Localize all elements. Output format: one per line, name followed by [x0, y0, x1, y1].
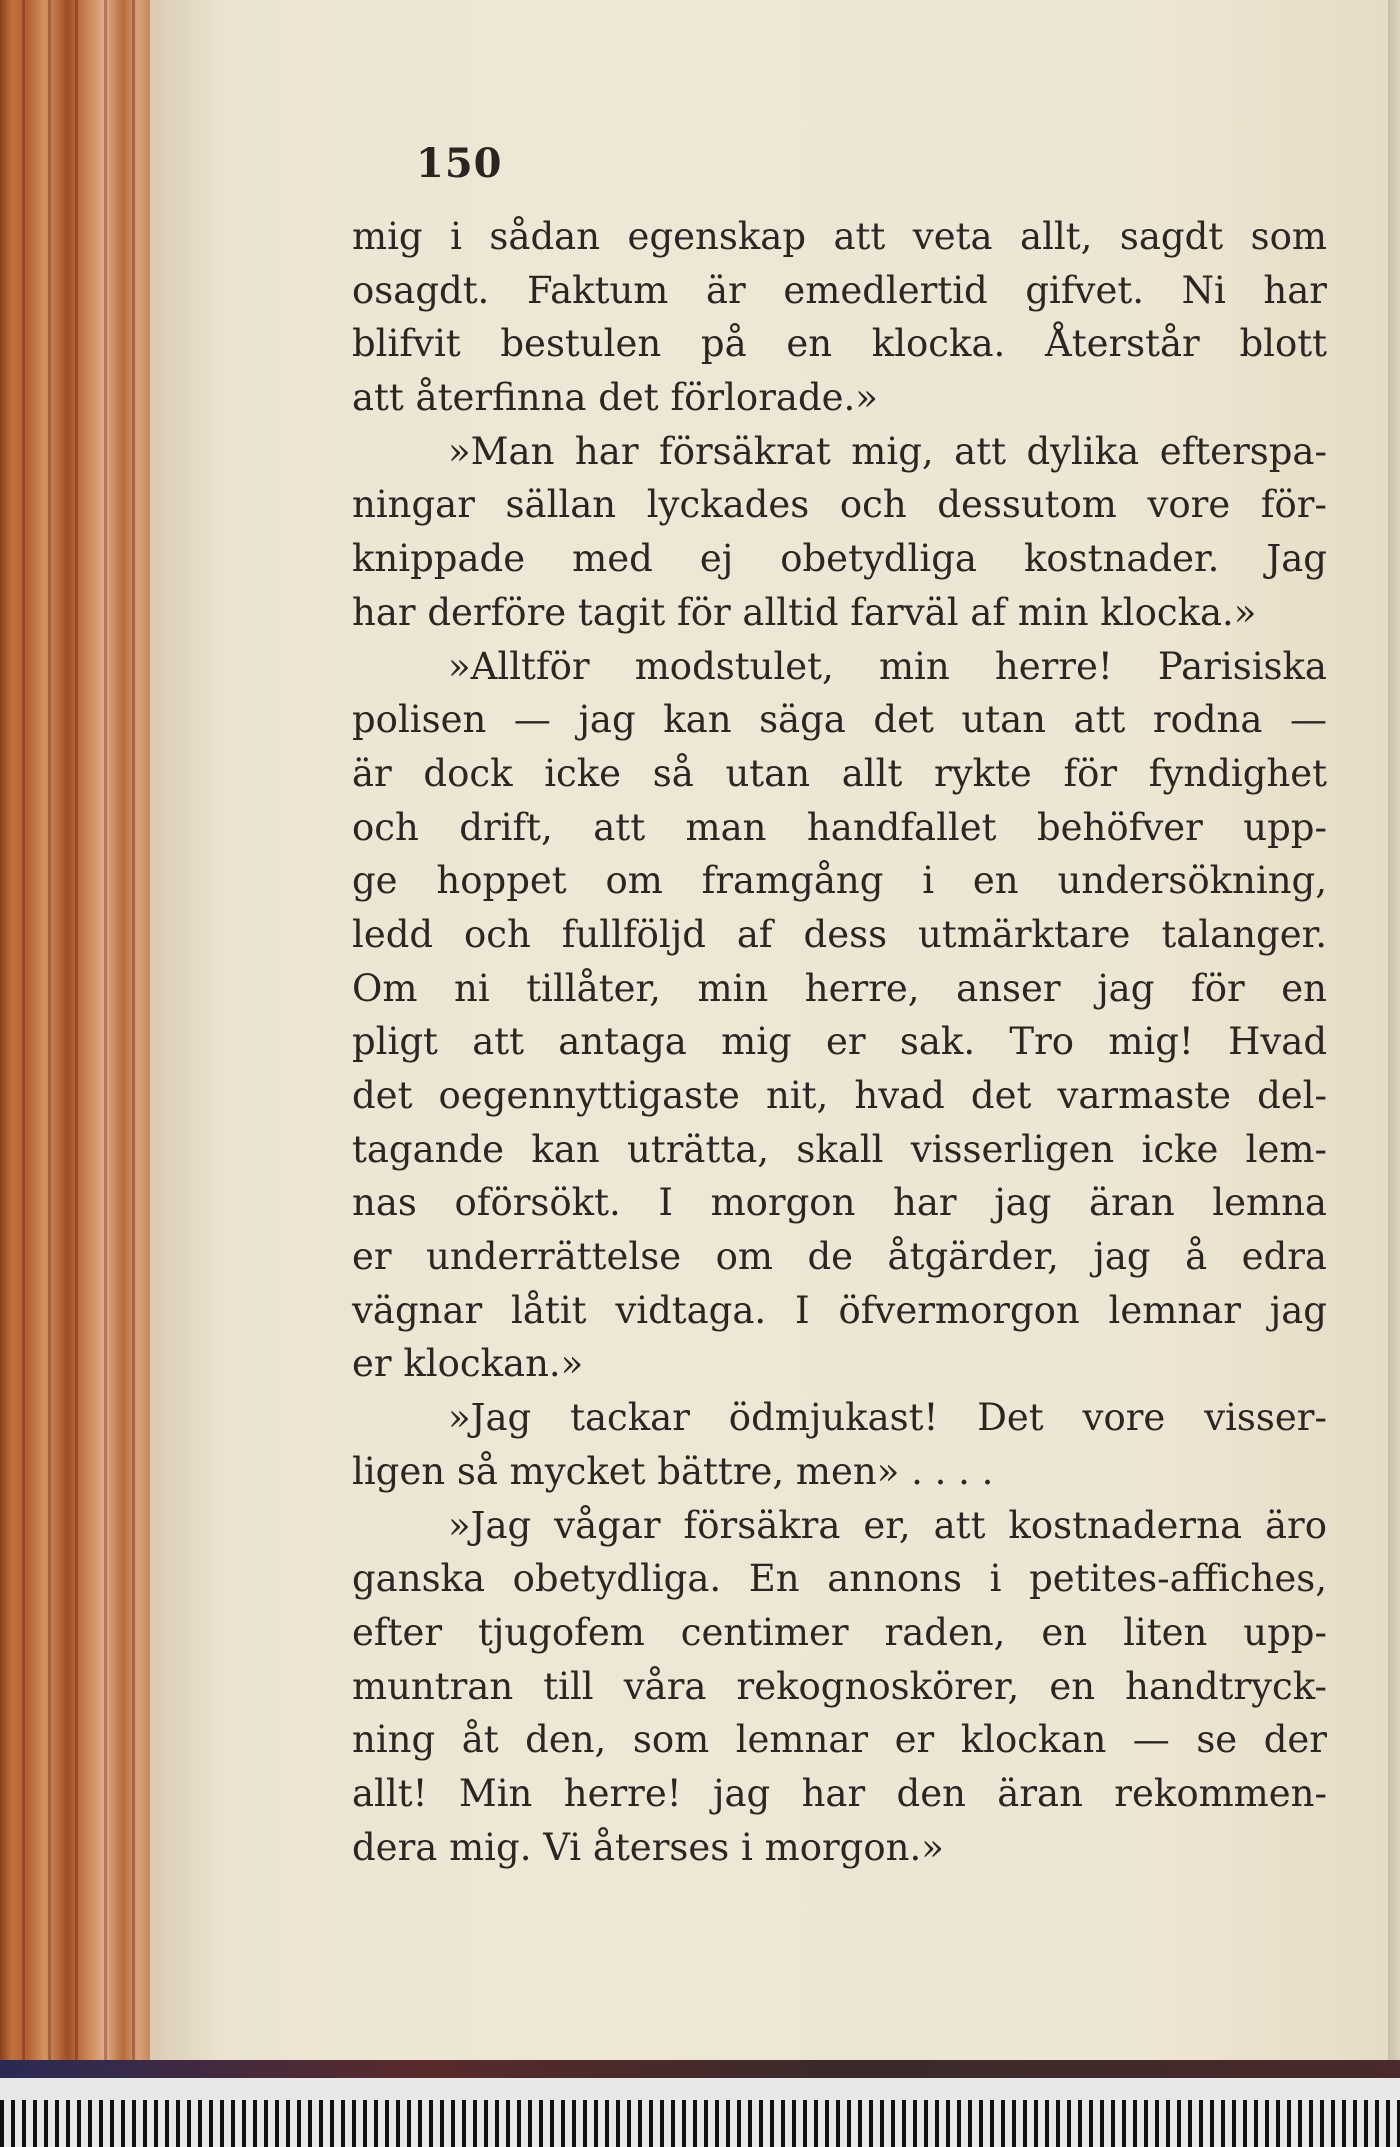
text-line: ligen så mycket bättre, men» . . . . [352, 1449, 994, 1493]
text-line: det oegennyttigaste nit, hvad det varmaste del- [352, 1074, 1327, 1117]
text-line: knippade med ej obetydliga kostnader. Jag [352, 537, 1327, 581]
scan-calibration-strip [0, 2100, 1400, 2147]
text-line: ning åt den, som lemnar er klockan — se der [352, 1718, 1327, 1762]
text-line: blifvit bestulen på en klocka. Återstår blott [352, 322, 1327, 366]
book-spine-edge [0, 0, 150, 2060]
text-line: att återfinna det förlorade.» [352, 376, 878, 420]
text-line: har derföre tagit för alltid farväl af min klocka.» [352, 590, 1257, 634]
text-line: er underrättelse om de åtgärder, jag å edra [352, 1235, 1327, 1279]
text-line: är dock icke så utan allt rykte för fyndighet [352, 751, 1327, 795]
page-edge [1388, 0, 1400, 2060]
text-line: ge hoppet om framgång i en undersökning, [352, 859, 1327, 903]
text-line: nas oförsökt. I morgon har jag äran lemna [352, 1181, 1327, 1225]
text-line: ganska obetydliga. En annons i petites-affiches, [352, 1557, 1327, 1601]
text-line: pligt att antaga mig er sak. Tro mig! Hvad [352, 1020, 1327, 1064]
text-line: »Alltför modstulet, min herre! Parisiska [448, 644, 1327, 688]
text-line: mig i sådan egenskap att veta allt, sagdt som [352, 215, 1327, 258]
book-cover-edge [0, 2060, 1400, 2078]
text-line: efter tjugofem centimer raden, en liten upp- [352, 1610, 1327, 1654]
text-line: er klockan.» [352, 1342, 584, 1386]
text-line: tagande kan uträtta, skall visserligen icke lem- [352, 1127, 1327, 1171]
text-line: allt! Min herre! jag har den äran rekommen- [352, 1771, 1327, 1815]
page-number: 150 [416, 140, 503, 187]
text-line: vägnar låtit vidtaga. I öfvermorgon lemnar jag [352, 1288, 1327, 1332]
text-line: »Jag tackar ödmjukast! Det vore visser- [448, 1396, 1327, 1440]
text-line: dera mig. Vi återses i morgon.» [352, 1825, 944, 1869]
text-line: »Man har försäkrat mig, att dylika efterspa- [448, 429, 1327, 473]
text-line: ningar sällan lyckades och dessutom vore för- [352, 483, 1327, 527]
text-line: och drift, att man handfallet behöfver upp- [352, 805, 1327, 849]
body-text [352, 210, 1327, 1874]
text-line: polisen — jag kan säga det utan att rodna — [352, 698, 1327, 742]
text-line: »Jag vågar försäkra er, att kostnaderna äro [448, 1503, 1327, 1547]
text-line: osagdt. Faktum är emedlertid gifvet. Ni har [352, 268, 1327, 312]
text-line: muntran till våra rekognoskörer, en handtryck- [352, 1664, 1327, 1708]
text-line: Om ni tillåter, min herre, anser jag för en [352, 966, 1327, 1010]
text-line: ledd och fullföljd af dess utmärktare talanger. [352, 912, 1327, 956]
